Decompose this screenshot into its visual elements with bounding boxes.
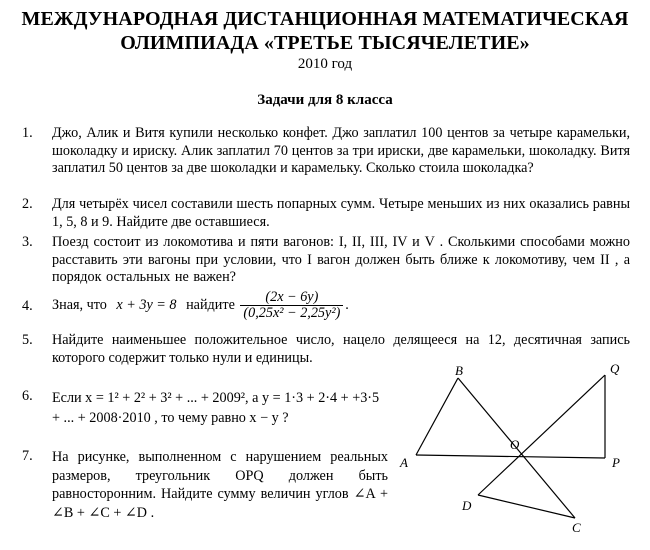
grade-subtitle: Задачи для 8 класса <box>257 92 393 108</box>
problem-1-number: 1. <box>22 125 33 141</box>
problem-2-number: 2. <box>22 196 33 212</box>
olympiad-title-line2: ОЛИМПИАДА «ТРЕТЬЕ ТЫСЯЧЕЛЕТИЕ» <box>120 32 530 54</box>
label-P: P <box>612 455 620 470</box>
problem-5-number: 5. <box>22 332 33 348</box>
problem-7-number: 7. <box>22 448 33 464</box>
problem-7-text: На рисунке, выполненном с нарушением реальных размеров, треугольник OPQ должен быть равносторонним. Найдите сумму величин углов ∠A + ∠B + ∠C + ∠D . <box>52 449 388 521</box>
label-C: C <box>572 520 581 535</box>
problem-2-text: Для четырёх чисел составили шесть попарных сумм. Четыре меньших из них оказались равны 1, 5, 8 и 9. Найдите две оставшиеся. <box>52 196 630 230</box>
problem-6-number: 6. <box>22 388 33 404</box>
year: 2010 год <box>297 56 353 72</box>
problem-3-number: 3. <box>22 234 33 250</box>
label-Q: Q <box>610 361 620 376</box>
segment-DC <box>478 495 575 518</box>
label-B: B <box>455 363 463 378</box>
problem-4-condition: x + 3y = 8 <box>116 296 177 313</box>
problem-3-text: Поезд состоит из локомотива и пяти вагонов: I, II, III, IV и V . Сколькими способами можно расставить эти вагоны при условии, что I вагон должен быть ближе к локомотиву, чем II , а порядок остальных не важен? <box>52 234 630 286</box>
fraction-denominator: (0,25x² − 2,25y²) <box>243 305 341 321</box>
label-A: A <box>400 455 408 470</box>
segment-AP <box>416 455 605 458</box>
problem-4-period: . <box>345 296 349 313</box>
problem-4-find: найдите <box>186 296 235 313</box>
problem-4-lead: Зная, что <box>52 296 107 313</box>
problem-1-text: Джо, Алик и Витя купили несколько конфет. Джо заплатил 100 центов за четыре карамельки, шоколадку и ириску. Алик заплатил 70 центов за три ириски, две карамельки, шоколадку. Витя заплатил 50 центов за две шоколадки и карамельку. Сколько стоила шоколадка? <box>52 125 630 177</box>
olympiad-title-line1: МЕЖДУНАРОДНАЯ ДИСТАНЦИОННАЯ МАТЕМАТИЧЕСКАЯ <box>21 8 629 30</box>
segment-AB <box>416 378 458 455</box>
label-D: D <box>462 498 472 513</box>
problem-6-text: Если x = 1² + 2² + 3² + ... + 2009², а y = 1·3 + 2·4 + +3·5 + ... + 2008·2010 , то чему равно x − y ? <box>52 390 380 426</box>
label-O: O <box>510 437 520 452</box>
fraction-numerator: (2x − 6y) <box>240 290 343 306</box>
problem-4-number: 4. <box>22 298 33 314</box>
problem-5-text: Найдите наименьшее положительное число, нацело делящееся на 12, десятичная запись которого содержит только нули и единицы. <box>52 332 630 366</box>
